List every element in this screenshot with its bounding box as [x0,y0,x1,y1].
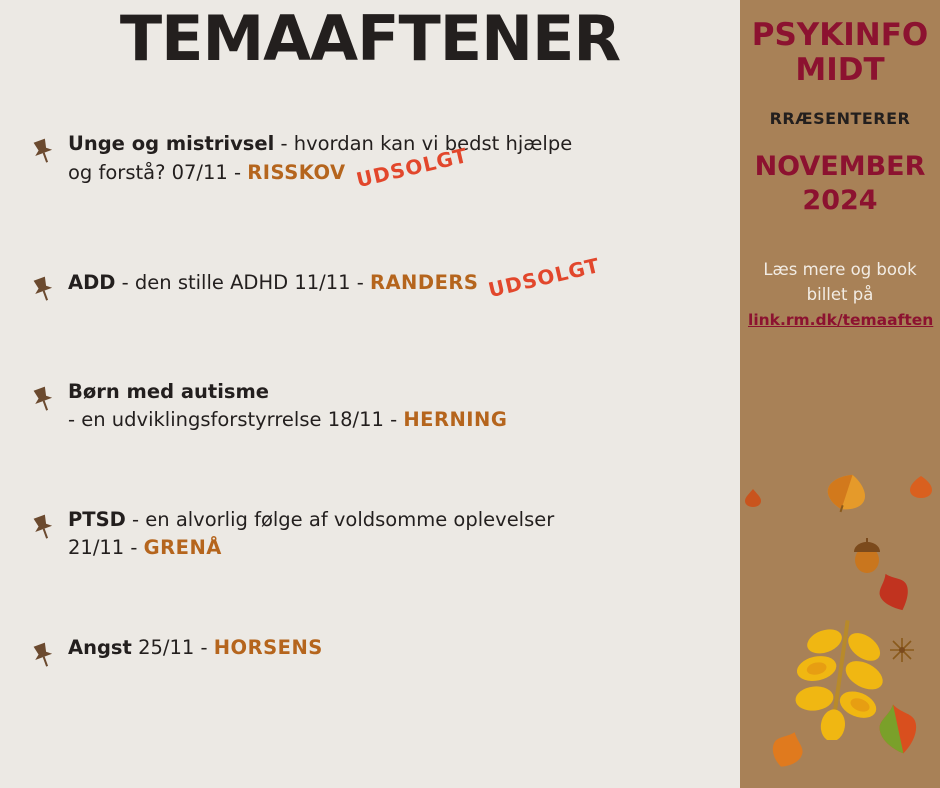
event-city: GRENÅ [143,536,222,560]
pushpin-icon [28,136,58,166]
booking-line-2: billet på [806,284,874,304]
list-item [0,506,740,634]
brand-name [748,18,932,87]
booking-line-1: Læs mere og book [763,259,917,279]
list-item [0,378,740,506]
presents-label: RRÆSENTERER [769,109,911,129]
event-city: HORSENS [213,636,323,659]
event-title: Unge og mistrivsel [68,132,275,155]
event-title: Angst [68,636,132,659]
event-line2: og forstå? 07/11 - [68,161,248,185]
event-list [0,130,740,734]
booking-info [748,258,932,333]
leaf-icon [768,728,808,774]
brand-line-1: PSYKINFO [751,17,929,53]
list-item [0,253,740,378]
pushpin-icon [28,384,58,414]
event-text [68,253,720,303]
event-text [68,634,720,662]
event-line2: 21/11 - [68,536,144,560]
leaf-icon [744,488,762,512]
event-text [68,506,720,563]
event-line2: - en udviklingsforstyrrelse 18/11 - [68,408,404,432]
leaf-icon [872,700,924,760]
event-city: HERNING [403,408,508,432]
year-label: 2024 [802,185,878,217]
event-desc: - den stille ADHD 11/11 - [115,271,370,294]
event-text [68,130,720,193]
event-desc: - hvordan kan vi bedst hjælpe [274,132,573,155]
month-year [748,150,932,218]
leaf-icon [824,470,870,518]
list-item [0,130,740,268]
event-title: ADD [68,271,116,294]
event-title: Børn med autisme [68,380,270,403]
brand-line-2: MIDT [795,51,885,88]
sidebar [740,0,940,788]
spider-icon [888,636,916,668]
leaf-icon [908,474,934,504]
acorn-icon [850,538,884,578]
event-title: PTSD [68,508,126,531]
status-badge: UDSOLGT [353,143,470,193]
event-city: RISSKOV [247,161,346,185]
event-desc: 25/11 - [131,636,214,659]
month-label: NOVEMBER [754,151,926,183]
sidebar-content [740,0,940,333]
status-badge: UDSOLGT [486,253,603,303]
booking-link[interactable]: link.rm.dk/temaaften [748,311,934,330]
event-text [68,378,720,435]
page-title: TEMAAFTENER [119,2,621,75]
event-city: RANDERS [369,271,479,294]
list-item [0,634,740,734]
leaf-icon [786,610,896,744]
pushpin-icon [28,274,58,304]
pushpin-icon [28,512,58,542]
pushpin-icon [28,640,58,670]
event-desc: - en alvorlig følge af voldsomme oplevelser [125,508,555,531]
leaf-icon [872,570,916,618]
